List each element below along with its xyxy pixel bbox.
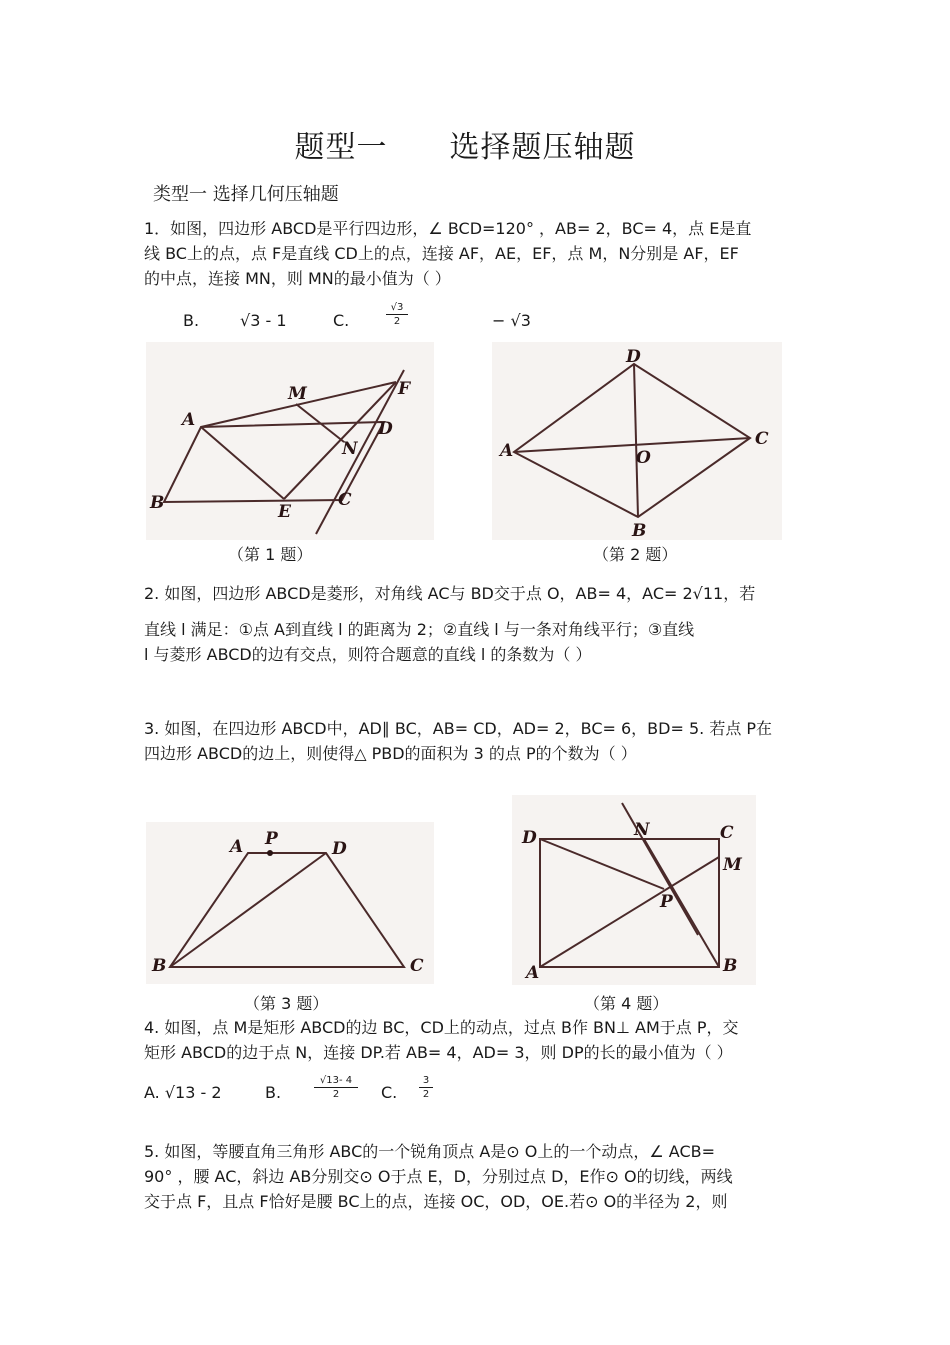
label-m: M <box>288 384 307 404</box>
q2-line-2: 直线 l 满足：①点 A到直线 l 的距离为 2；②直线 l 与一条对角线平行；③直线 <box>144 620 695 639</box>
figure-1 <box>146 342 434 540</box>
label-o: O <box>636 448 651 468</box>
q1-line-3: 的中点，连接 MN，则 MN的最小值为（ ） <box>144 269 451 288</box>
q1-line-2: 线 BC上的点，点 F是直线 CD上的点，连接 AF，AE，EF，点 M，N分别是 AF，EF <box>144 244 739 263</box>
q1-option-b-label: B. <box>183 311 200 330</box>
fraction-denominator: 2 <box>393 316 401 327</box>
fraction-denominator: 2 <box>332 1089 340 1100</box>
fraction-denominator: 2 <box>422 1089 430 1100</box>
trapezoid-abcd <box>170 853 404 967</box>
q4-option-c-fraction <box>419 1075 433 1100</box>
fraction-numerator: √3 <box>390 302 404 313</box>
segment-bn <box>644 839 719 967</box>
q2-line-1: 2. 如图，四边形 ABCD是菱形，对角线 AC与 BD交于点 O，AB= 4，AC= 2√11，若 <box>144 584 756 603</box>
label-b: B <box>632 521 647 540</box>
figure-4-diagram <box>512 795 756 985</box>
q4-option-b-label: B. <box>265 1083 282 1102</box>
label-d: D <box>626 347 641 367</box>
q5-line-3: 交于点 F，且点 F恰好是腰 BC上的点，连接 OC，OD，OE.若⊙ O的半径为 2，则 <box>144 1192 728 1211</box>
label-d: D <box>522 828 537 848</box>
label-a: A <box>526 963 540 983</box>
fraction-numerator: 3 <box>422 1075 430 1086</box>
q5-line-1: 5. 如图，等腰直角三角形 ABC的一个锐角顶点 A是⊙ O上的一个动点，∠ ACB= <box>144 1142 716 1161</box>
label-p: P <box>265 829 278 849</box>
q1-line-1: 1．如图，四边形 ABCD是平行四边形，∠ BCD=120° ，AB= 2，BC= 4，点 E是直 <box>144 219 752 238</box>
label-d: D <box>332 839 347 859</box>
figure-3-caption: （第 3 题） <box>244 994 329 1013</box>
label-a: A <box>182 410 196 430</box>
label-d: D <box>378 419 393 439</box>
q3-line-1: 3. 如图，在四边形 ABCD中，AD∥ BC，AB= CD，AD= 2，BC= 6，BD= 5. 若点 P在 <box>144 719 773 738</box>
segment-ae <box>201 427 284 499</box>
label-f: F <box>398 379 411 399</box>
segment-am <box>540 857 719 967</box>
figure-4-caption: （第 4 题） <box>584 994 669 1013</box>
label-a: A <box>230 837 244 857</box>
q5-line-2: 90° ，腰 AC，斜边 AB分别交⊙ O于点 E，D，分别过点 D，E作⊙ O的切线，两线 <box>144 1167 733 1186</box>
title-right: 选择题压轴题 <box>449 130 636 165</box>
label-c: C <box>338 490 352 510</box>
figure-1-diagram <box>146 342 434 540</box>
label-b: B <box>723 956 738 976</box>
q1-option-c-label: C. <box>333 311 350 330</box>
fraction-bar <box>386 314 408 315</box>
label-n: N <box>634 820 650 840</box>
q4-line-1: 4. 如图，点 M是矩形 ABCD的边 BC，CD上的动点，过点 B作 BN⊥ AM于点 P，交 <box>144 1018 739 1037</box>
label-m: M <box>723 855 742 875</box>
label-c: C <box>720 823 734 843</box>
figure-3 <box>146 822 434 984</box>
q4-option-b-fraction <box>314 1075 358 1100</box>
figure-4 <box>512 795 756 985</box>
figure-2 <box>492 342 782 540</box>
q3-line-2: 四边形 ABCD的边上，则使得△ PBD的面积为 3 的点 P的个数为（ ） <box>144 744 637 763</box>
label-b: B <box>152 956 167 976</box>
fraction-bar <box>419 1087 433 1088</box>
point-p <box>267 850 273 856</box>
rectangle-abcd <box>540 839 719 967</box>
label-p: P <box>660 892 673 912</box>
title-left: 题型一 <box>294 130 388 165</box>
q1-option-c-fraction <box>386 302 408 327</box>
segment-bd <box>170 853 326 967</box>
fraction-bar <box>314 1087 358 1088</box>
label-a: A <box>500 441 514 461</box>
figure-3-diagram <box>146 822 434 984</box>
label-n: N <box>342 439 358 459</box>
figure-2-diagram <box>492 342 782 540</box>
label-b: B <box>150 493 165 513</box>
q1-option-b-value: √3 - 1 <box>240 311 287 330</box>
label-c: C <box>755 429 769 449</box>
q1-option-d-value: − √3 <box>492 311 531 330</box>
q4-option-a: A. √13 - 2 <box>144 1083 222 1102</box>
page-title <box>0 122 930 166</box>
q4-line-2: 矩形 ABCD的边于点 N，连接 DP.若 AB= 4，AD= 3，则 DP的长的最小值为（ ） <box>144 1043 733 1062</box>
figure-2-caption: （第 2 题） <box>593 545 678 564</box>
diagonal-bd <box>634 364 638 517</box>
label-c: C <box>410 956 424 976</box>
q4-option-c-label: C. <box>381 1083 398 1102</box>
q2-line-3: l 与菱形 ABCD的边有交点，则符合题意的直线 l 的条数为（ ） <box>144 645 592 664</box>
figure-1-caption: （第 1 题） <box>228 545 313 564</box>
segment-dp <box>540 839 664 889</box>
label-e: E <box>278 502 291 522</box>
diagonal-ac <box>514 438 750 452</box>
fraction-numerator: √13- 4 <box>319 1075 353 1086</box>
section-subtitle: 类型一 选择几何压轴题 <box>153 184 339 205</box>
